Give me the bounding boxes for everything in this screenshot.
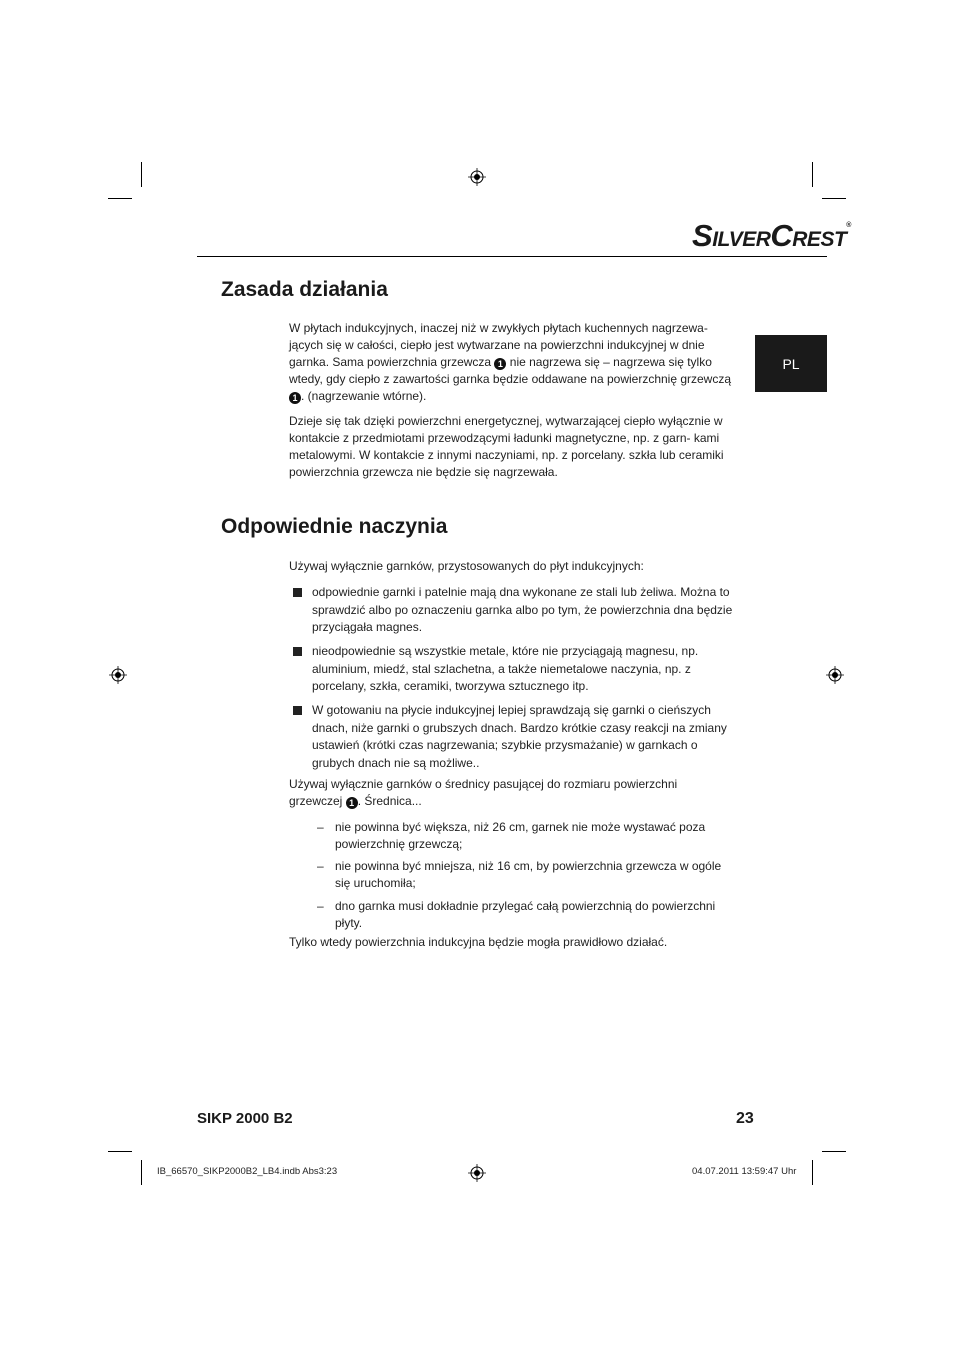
brand-logo: SILVERCREST® (692, 218, 851, 253)
bullet-square-icon (293, 588, 302, 597)
crop-mark (822, 198, 846, 199)
crop-mark (822, 1151, 846, 1152)
paragraph: Dzieje się tak dzięki powierzchni energetycznej, wytwarzającej ciepło wyłącznie w kontakcie z przedmiotami przewodzącymi ładunki magnetyczne, np. z garn- kami metalowymi. W kontakcie z innymi naczyniami, np. z porcelany. szkła lub ceramiki powierzchnia grzewcza nie będzie się nagrzewała. (289, 414, 724, 479)
section-title-cookware: Odpowiednie naczynia (221, 515, 448, 538)
section-title-principle: Zasada działania (221, 278, 388, 301)
paragraph: Używaj wyłącznie garnków o średnicy pasującej do rozmiaru powierzchni grzewczej 1 . Średnica... (289, 777, 678, 808)
crop-mark (812, 162, 813, 187)
list-item: – nie powinna być mniejsza, niż 16 cm, by powierzchnia grzewcza w ogóle się uruchomiła; (317, 859, 722, 890)
crop-mark (108, 1151, 132, 1152)
header-rule (197, 256, 827, 257)
list-item: – nie powinna być większa, niż 26 cm, garnek nie może wystawać poza powierzchnię grzewczą; (317, 820, 706, 851)
print-slug-left: IB_66570_SIKP2000B2_LB4.indb Abs3:23 (157, 1166, 338, 1177)
paragraph: Używaj wyłącznie garnków, przystosowanych do płyt indukcyjnych: (289, 559, 644, 573)
crop-mark (108, 198, 132, 199)
part-number-badge: 1 (494, 358, 506, 370)
page-number: 23 (736, 1110, 754, 1127)
print-slug-right: 04.07.2011 13:59:47 Uhr (692, 1166, 797, 1177)
list-item: W gotowaniu na płycie indukcyjnej lepiej sprawdzają się garnki o cieńszych dnach, niże garnki o grubszych dnach. Bardzo krótkie czasy reakcji na zmiany ustawień (krótki czas nagrzewania; szybkie przysmażanie) w garnkach o grubych dnach nie są możliwe.. (293, 702, 738, 772)
language-tab: PL (755, 335, 827, 392)
part-number-badge: 1 (346, 797, 358, 809)
list-item: nieodpowiednie są wszystkie metale, które nie przyciągają magnesu, np. aluminium, miedź, stal szlachetna, a także niemetalowe naczynia, np. z porcelany, szkła, ceramiki, tworzywa sztucznego itp. (293, 643, 723, 696)
list-item: odpowiednie garnki i patelnie mają dna wykonane ze stali lub żeliwa. Można to sprawdzić albo po oznaczeniu garnka albo po tym, że powierzchnia dna będzie przyciągała magnes. (293, 584, 738, 637)
registration-mark-icon (468, 168, 486, 186)
paragraph: Tylko wtedy powierzchnia indukcyjna będzie mogła prawidłowo działać. (289, 935, 668, 949)
crop-mark (141, 162, 142, 187)
part-number-badge: 1 (289, 392, 301, 404)
crop-mark (141, 1160, 142, 1185)
crop-mark (812, 1160, 813, 1185)
registration-mark-icon (109, 666, 127, 684)
registration-mark-icon (468, 1164, 486, 1182)
paragraph: W płytach indukcyjnych, inaczej niż w zwykłych płytach kuchennych nagrzewa- jących się w całości, ciepło jest wytwarzane na powierzchni indukcyjnej w dnie garnka. Sama powierzchnia grzewcza 1 nie nagrzewa się – nagrzewa się tylko wtedy, gdy ciepło z zawartości garnka będzie oddawane na powierzchnię grzewczą 1 . (nagrzewanie wtórne). (289, 321, 732, 403)
bullet-square-icon (293, 706, 302, 715)
model-number: SIKP 2000 B2 (197, 1110, 293, 1127)
list-item: – dno garnka musi dokładnie przylegać całą powierzchnią do powierzchni płyty. (317, 899, 716, 930)
bullet-square-icon (293, 647, 302, 656)
registration-mark-icon (826, 666, 844, 684)
